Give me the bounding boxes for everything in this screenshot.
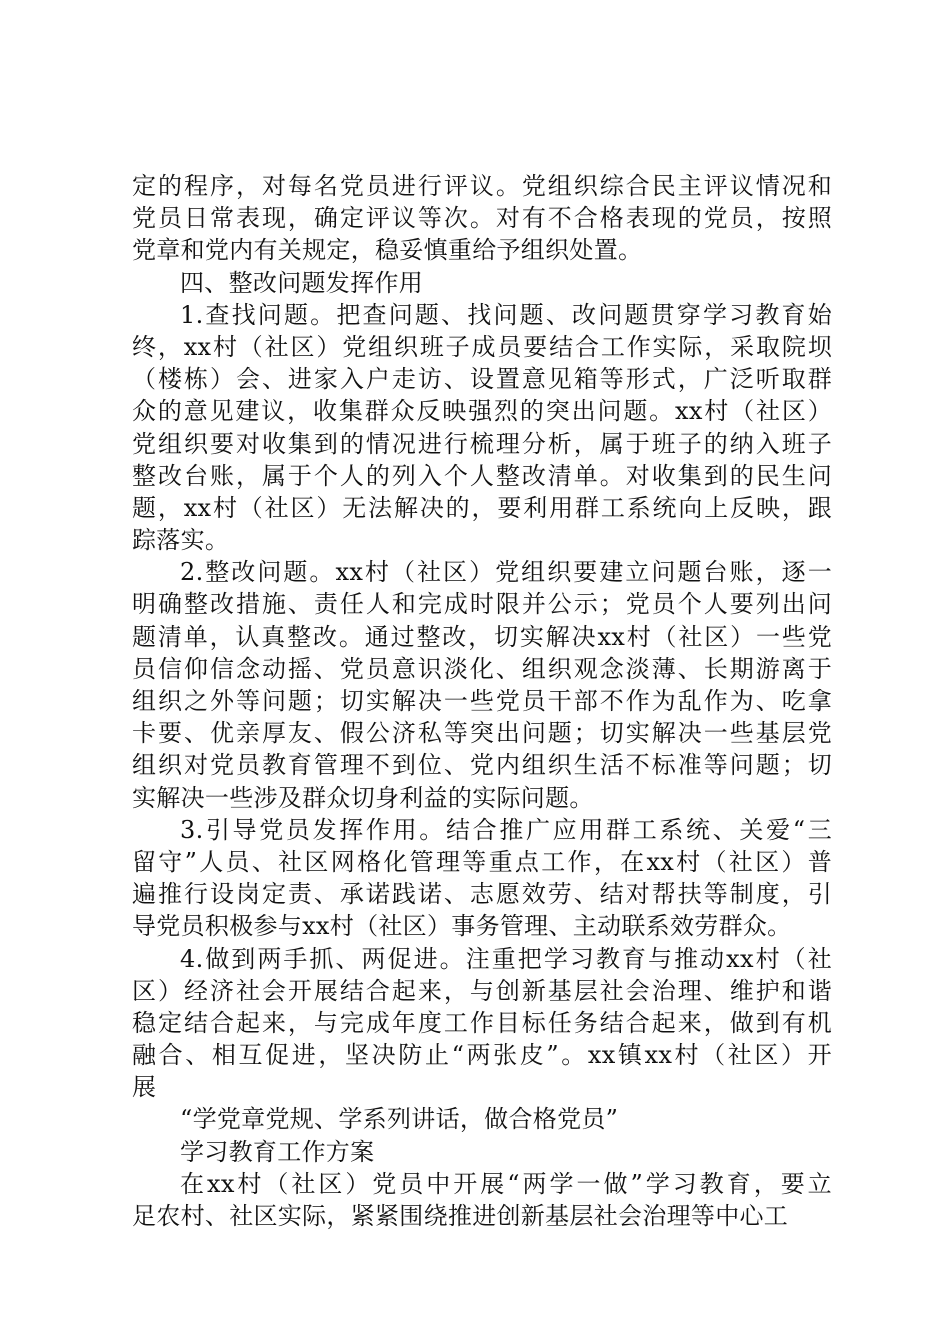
paragraph-intro — [132, 170, 832, 267]
paragraph-item3 — [132, 814, 832, 943]
paragraph-title2 — [132, 1136, 832, 1168]
text-line: 3.引导党员发挥作用。结合推广应用群工系统、关爱“三 — [180, 815, 832, 844]
text-line: 党组织要对收集到的情况进行梳理分析，属于班子的纳入班子 — [132, 429, 832, 458]
text-line: 4.做到两手抓、两促进。注重把学习教育与推动xx村（社 — [180, 944, 832, 973]
text-line: 员信仰信念动摇、党员意识淡化、组织观念淡薄、长期游离于 — [132, 654, 832, 683]
text-line: 融合、相互促进，坚决防止“两张皮”。xx镇xx村（社区）开 — [132, 1041, 832, 1070]
text-line: 稳定结合起来，与完成年度工作目标任务结合起来，做到有机 — [132, 1008, 832, 1037]
text-line: 2.整改问题。xx村（社区）党组织要建立问题台账，逐一 — [180, 558, 832, 587]
paragraph-item1 — [132, 299, 832, 557]
text-line: 留守”人员、社区网格化管理等重点工作，在xx村（社区）普 — [132, 847, 832, 876]
text-line: 遍推行设岗定责、承诺践诺、志愿效劳、结对帮扶等制度，引 — [132, 880, 832, 909]
text-line: 展 — [132, 1073, 157, 1102]
paragraph-item4 — [132, 943, 832, 1104]
paragraph-item2 — [132, 556, 832, 814]
paragraph-section4 — [132, 267, 832, 299]
text-line: 定的程序，对每名党员进行评议。党组织综合民主评议情况和 — [132, 172, 832, 200]
text-line: 组织对党员教育管理不到位、党内组织生活不标准等问题；切 — [132, 751, 832, 780]
text-line: 题，xx村（社区）无法解决的，要利用群工系统向上反映，跟 — [132, 493, 832, 522]
paragraph-title1 — [132, 1103, 832, 1135]
text-line: 1.查找问题。把查问题、找问题、改问题贯穿学习教育始 — [180, 300, 832, 329]
text-line: （楼栋）会、进家入户走访、设置意见箱等形式，广泛听取群 — [132, 365, 832, 394]
text-line: 足农村、社区实际，紧紧围绕推进创新基层社会治理等中心工 — [132, 1202, 789, 1230]
text-line: 实解决一些涉及群众切身利益的实际问题。 — [132, 783, 594, 812]
text-line: 明确整改措施、责任人和完成时限并公示；党员个人要列出问 — [132, 590, 832, 619]
text-line: 卡要、优亲厚友、假公济私等突出问题；切实解决一些基层党 — [132, 719, 832, 748]
text-line: 学习教育工作方案 — [180, 1137, 375, 1166]
text-line: 众的意见建议，收集群众反映强烈的突出问题。xx村（社区） — [132, 397, 832, 426]
text-line: 党章和党内有关规定，稳妥慎重给予组织处置。 — [132, 236, 643, 265]
text-line: 组织之外等问题；切实解决一些党员干部不作为乱作为、吃拿 — [132, 687, 832, 715]
text-line: 在xx村（社区）党员中开展“两学一做”学习教育，要立 — [180, 1169, 832, 1198]
text-line: 区）经济社会开展结合起来，与创新基层社会治理、维护和谐 — [132, 976, 832, 1005]
text-line: 题清单，认真整改。通过整改，切实解决xx村（社区）一些党 — [132, 622, 832, 651]
text-line: 终，xx村（社区）党组织班子成员要结合工作实际，采取院坝 — [132, 332, 832, 361]
paragraph-closing — [132, 1168, 832, 1232]
text-line: “学党章党规、学系列讲话，做合格党员” — [180, 1105, 619, 1134]
text-line: 四、整改问题发挥作用 — [180, 268, 423, 297]
text-line: 党员日常表现，确定评议等次。对有不合格表现的党员，按照 — [132, 204, 832, 233]
text-line: 整改台账，属于个人的列入个人整改清单。对收集到的民生问 — [132, 461, 832, 490]
text-line: 踪落实。 — [132, 526, 230, 555]
text-line: 导党员积极参与xx村（社区）事务管理、主动联系效劳群众。 — [132, 912, 792, 941]
document-body — [132, 170, 832, 1232]
